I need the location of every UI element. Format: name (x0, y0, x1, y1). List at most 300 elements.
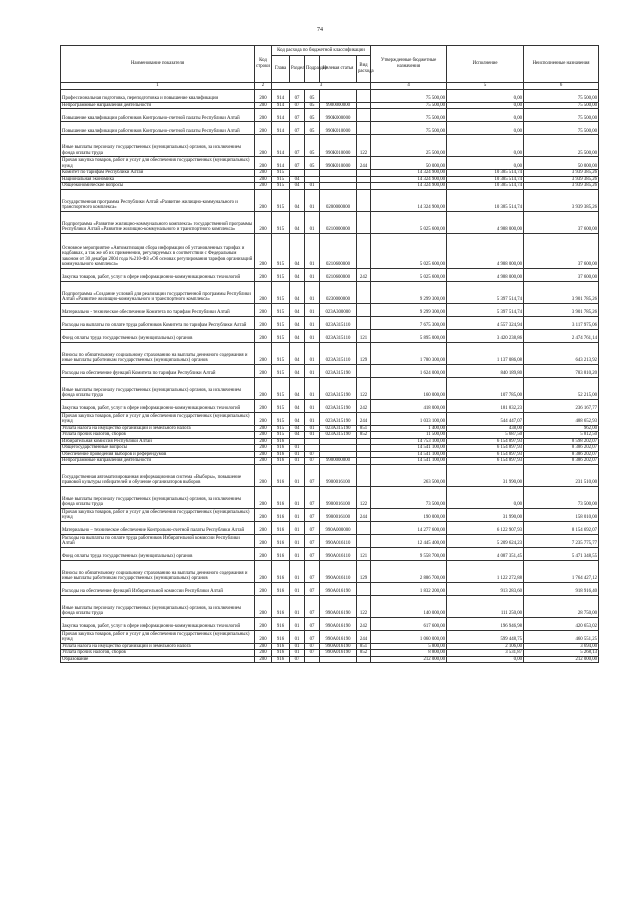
glava: 916 (272, 486, 290, 508)
podrazdel: 01 (305, 399, 320, 412)
target-article: 9900016100 (320, 508, 357, 521)
executed: 438,00 (447, 425, 524, 432)
target-article: 9900016100 (320, 486, 357, 508)
approved: 617 600,00 (371, 617, 447, 630)
approved: 75 500,00 (371, 102, 447, 109)
glava: 916 (272, 656, 290, 663)
podrazdel: 07 (305, 617, 320, 630)
table-row (61, 508, 599, 521)
header-budget-code-group: Код расхода по бюджетной классификации (272, 46, 371, 56)
target-article: 990А016190 (320, 582, 357, 595)
table-row (61, 582, 599, 595)
podrazdel: 01 (305, 432, 320, 439)
target-article: 0200000000 (320, 189, 357, 211)
expense-type (357, 534, 371, 547)
header-glava: Глава (272, 56, 290, 83)
razdel: 01 (290, 643, 305, 650)
razdel: 04 (290, 364, 305, 377)
unexecuted: 420 653,02 (524, 617, 599, 630)
target-article: 990А000000 (320, 521, 357, 534)
table-row (61, 595, 599, 617)
razdel: 01 (290, 445, 305, 452)
executed: 4 087 351,45 (447, 547, 524, 560)
row-name: Закупка товаров, работ, услуг в сфере информационно-коммуникационных технологий (61, 268, 255, 281)
row-name: Непрограммные направления деятельности (61, 102, 255, 109)
unexecuted: 212 000,00 (524, 656, 599, 663)
line-code: 200 (255, 342, 272, 364)
unexecuted: 50 000,00 (524, 157, 599, 170)
row-name: Подпрограмма «Создание условий для реализации государственной программы Республики Алтай «Развитие жилищно-коммунального и транспортного комплекса» (61, 281, 255, 303)
glava: 915 (272, 377, 290, 399)
unexecuted: 8 598 202,07 (524, 438, 599, 445)
unexecuted: 8 386 202,07 (524, 451, 599, 458)
unexecuted: 25 500,00 (524, 135, 599, 157)
approved: 1 060 000,00 (371, 630, 447, 643)
target-article: 023А315190 (320, 425, 357, 432)
unexecuted: 643 213,92 (524, 342, 599, 364)
table-row (61, 412, 599, 425)
podrazdel: 01 (305, 425, 320, 432)
line-code: 200 (255, 650, 272, 657)
target-article (320, 656, 357, 663)
header-vid: Вид расхода (357, 56, 371, 83)
unexecuted: 783 810,20 (524, 364, 599, 377)
table-row (61, 109, 599, 122)
expense-type: 852 (357, 432, 371, 439)
unexecuted: 5 268,13 (524, 650, 599, 657)
approved: 14 541 100,00 (371, 445, 447, 452)
podrazdel: 01 (305, 377, 320, 399)
podrazdel: 01 (305, 268, 320, 281)
line-code: 200 (255, 425, 272, 432)
header-num-6: 6 (524, 83, 599, 90)
target-article: 023А315110 (320, 316, 357, 329)
line-code: 200 (255, 377, 272, 399)
row-name: Материально - техническое обеспечение Комитета по тарифам Республики Алтай (61, 303, 255, 316)
razdel: 04 (290, 189, 305, 211)
line-code: 200 (255, 521, 272, 534)
table-row (61, 560, 599, 582)
razdel: 04 (290, 303, 305, 316)
glava: 916 (272, 617, 290, 630)
glava: 915 (272, 281, 290, 303)
executed: 3 531,87 (447, 650, 524, 657)
glava: 914 (272, 122, 290, 135)
approved: 14 324 900,00 (371, 183, 447, 190)
row-name: Расходы на выплаты по оплате труда работников Избирательной комиссии Республики Алтай (61, 534, 255, 547)
glava: 916 (272, 521, 290, 534)
table-row (61, 316, 599, 329)
glava: 915 (272, 183, 290, 190)
podrazdel: 01 (305, 364, 320, 377)
razdel: 04 (290, 342, 305, 364)
row-name: Комитет по тарифам Республики Алтай (61, 170, 255, 177)
approved: 14 753 100,00 (371, 438, 447, 445)
row-name: Расходы на обеспечение функций Избирательной комиссии Республики Алтай (61, 582, 255, 595)
executed: 0,00 (447, 656, 524, 663)
podrazdel: 01 (305, 281, 320, 303)
line-code: 200 (255, 102, 272, 109)
table-row (61, 399, 599, 412)
podrazdel: 01 (305, 303, 320, 316)
unexecuted: 37 600,00 (524, 233, 599, 268)
approved: 14 324 900,00 (371, 189, 447, 211)
header-num-1: 1 (61, 83, 255, 90)
approved: 263 500,00 (371, 464, 447, 486)
executed: 5 397 514,74 (447, 281, 524, 303)
expense-type: 852 (357, 650, 371, 657)
expense-type (357, 189, 371, 211)
approved: 5 800,00 (371, 643, 447, 650)
razdel: 01 (290, 451, 305, 458)
glava: 915 (272, 170, 290, 177)
razdel: 01 (290, 560, 305, 582)
page-number: 74 (317, 27, 323, 33)
approved: 12 445 400,00 (371, 534, 447, 547)
razdel: 04 (290, 316, 305, 329)
executed: 10 385 514,74 (447, 170, 524, 177)
glava: 916 (272, 582, 290, 595)
executed: 181 832,23 (447, 399, 524, 412)
expense-type (357, 303, 371, 316)
target-article: 990А016190 (320, 643, 357, 650)
table-row (61, 211, 599, 233)
glava: 916 (272, 643, 290, 650)
header-approved: Утвержденные бюджетные назначения (371, 46, 447, 83)
expense-type (357, 89, 371, 102)
row-name: Прочая закупка товаров, работ и услуг для обеспечения государственных (муниципальных) нужд (61, 630, 255, 643)
approved: 11 500,00 (371, 432, 447, 439)
row-name: Государственная программа Республики Алтай «Развитие жилищно-коммунального и транспортного комплекса» (61, 189, 255, 211)
line-code: 200 (255, 122, 272, 135)
executed: 10 385 514,74 (447, 183, 524, 190)
unexecuted: 52 215,00 (524, 377, 599, 399)
row-name: Закупка товаров, работ, услуг в сфере информационно-коммуникационных технологий (61, 617, 255, 630)
approved: 9 299 300,00 (371, 303, 447, 316)
razdel: 07 (290, 122, 305, 135)
line-code: 200 (255, 109, 272, 122)
approved: 75 500,00 (371, 122, 447, 135)
podrazdel: 05 (305, 135, 320, 157)
header-unexecuted: Неисполненные назначения (524, 46, 599, 83)
target-article: 990А016190 (320, 595, 357, 617)
approved: 14 541 100,00 (371, 458, 447, 465)
header-podrazdel: Подраздел (305, 56, 320, 83)
table-row (61, 547, 599, 560)
unexecuted: 8 386 202,07 (524, 445, 599, 452)
expense-type (357, 122, 371, 135)
table-row (61, 135, 599, 157)
podrazdel: 07 (305, 486, 320, 508)
glava: 916 (272, 560, 290, 582)
glava: 915 (272, 316, 290, 329)
executed: 6 154 897,93 (447, 451, 524, 458)
row-name: Общегосударственные вопросы (61, 445, 255, 452)
glava: 914 (272, 109, 290, 122)
expense-type (357, 281, 371, 303)
line-code: 200 (255, 303, 272, 316)
executed: 4 988 000,00 (447, 211, 524, 233)
approved: 140 000,00 (371, 595, 447, 617)
razdel: 01 (290, 486, 305, 508)
line-code: 200 (255, 547, 272, 560)
expense-type (357, 521, 371, 534)
target-article: 9900016100 (320, 464, 357, 486)
glava: 916 (272, 534, 290, 547)
approved: 14 541 100,00 (371, 451, 447, 458)
header-name: Наименование показателя (61, 46, 255, 83)
podrazdel: 07 (305, 508, 320, 521)
line-code: 200 (255, 486, 272, 508)
podrazdel: 05 (305, 109, 320, 122)
podrazdel (305, 656, 320, 663)
table-row (61, 458, 599, 465)
expense-type (357, 656, 371, 663)
row-name: Обеспечение проведения выборов и референдумов (61, 451, 255, 458)
razdel: 04 (290, 183, 305, 190)
executed: 10 385 514,74 (447, 189, 524, 211)
row-name: Прочая закупка товаров, работ и услуг для обеспечения государственных (муниципальных) нужд (61, 508, 255, 521)
executed: 111 250,00 (447, 595, 524, 617)
razdel: 07 (290, 109, 305, 122)
glava: 916 (272, 458, 290, 465)
row-name: Национальная экономика (61, 176, 255, 183)
target-article: 0210000000 (320, 211, 357, 233)
row-name: Иные выплаты персоналу государственных (муниципальных) органов, за исключением фонда оплаты труда (61, 486, 255, 508)
razdel: 04 (290, 432, 305, 439)
expense-type: 122 (357, 595, 371, 617)
executed: 0,00 (447, 102, 524, 109)
glava: 915 (272, 432, 290, 439)
unexecuted: 8 154 692,07 (524, 521, 599, 534)
approved: 1 400,00 (371, 425, 447, 432)
glava: 916 (272, 445, 290, 452)
approved: 5 025 600,00 (371, 268, 447, 281)
unexecuted: 3 901 785,26 (524, 303, 599, 316)
unexecuted: 3 939 385,26 (524, 176, 599, 183)
row-name: Расходы на выплаты по оплате труда работников Комитета по тарифам Республики Алтай (61, 316, 255, 329)
line-code: 200 (255, 364, 272, 377)
line-code: 200 (255, 534, 272, 547)
unexecuted: 460 551,25 (524, 630, 599, 643)
row-name: Образование (61, 656, 255, 663)
executed: 31 990,00 (447, 508, 524, 521)
target-article: 0230000000 (320, 281, 357, 303)
unexecuted: 75 500,00 (524, 122, 599, 135)
podrazdel: 05 (305, 102, 320, 109)
line-code: 200 (255, 438, 272, 445)
podrazdel: 07 (305, 560, 320, 582)
executed: 599 448,75 (447, 630, 524, 643)
row-name: Закупка товаров, работ, услуг в сфере информационно-коммуникационных технологий (61, 399, 255, 412)
razdel: 04 (290, 412, 305, 425)
target-article: 023А315110 (320, 329, 357, 342)
unexecuted: 918 916,40 (524, 582, 599, 595)
row-name: Повышение квалификации работников Контрольно-счетной палаты Республики Алтай (61, 122, 255, 135)
glava: 916 (272, 451, 290, 458)
line-code: 200 (255, 89, 272, 102)
glava: 916 (272, 595, 290, 617)
row-name: Общеэкономические вопросы (61, 183, 255, 190)
podrazdel: 07 (305, 464, 320, 486)
table-row (61, 268, 599, 281)
razdel: 07 (290, 89, 305, 102)
approved: 14 324 900,00 (371, 170, 447, 177)
executed: 1 137 086,08 (447, 342, 524, 364)
target-article: 990К000000 (320, 109, 357, 122)
row-name: Взносы по обязательному социальному страхованию на выплаты денежного содержания и иные выплаты работникам государственных (муниципальных) органов (61, 560, 255, 582)
executed: 3 420 238,86 (447, 329, 524, 342)
podrazdel: 05 (305, 122, 320, 135)
expense-type (357, 316, 371, 329)
glava: 914 (272, 89, 290, 102)
razdel: 07 (290, 656, 305, 663)
target-article: 023А315190 (320, 377, 357, 399)
target-article: 0210600000 (320, 268, 357, 281)
podrazdel: 05 (305, 89, 320, 102)
glava: 915 (272, 233, 290, 268)
target-article: 990А016110 (320, 534, 357, 547)
row-name: Взносы по обязательному социальному страхованию на выплаты денежного содержания и иные выплаты работникам государственных (муниципальных) органов (61, 342, 255, 364)
header-num-5: 5 (447, 83, 524, 90)
unexecuted: 158 010,00 (524, 508, 599, 521)
approved: 7 675 300,00 (371, 316, 447, 329)
target-article: 990К010000 (320, 122, 357, 135)
executed: 0,00 (447, 135, 524, 157)
target-article: 023А315190 (320, 364, 357, 377)
executed: 196 946,98 (447, 617, 524, 630)
row-name: Иные выплаты персоналу государственных (муниципальных) органов, за исключением фонда оплаты труда (61, 595, 255, 617)
line-code: 200 (255, 189, 272, 211)
expense-type (357, 464, 371, 486)
target-article: 023А300000 (320, 303, 357, 316)
row-name: Уплата прочих налогов, сборов (61, 432, 255, 439)
razdel: 04 (290, 268, 305, 281)
table-row (61, 534, 599, 547)
table-row (61, 342, 599, 364)
podrazdel: 07 (305, 650, 320, 657)
expense-type (357, 364, 371, 377)
row-name: Прочая закупка товаров, работ и услуг для обеспечения государственных (муниципальных) нужд (61, 412, 255, 425)
razdel: 01 (290, 547, 305, 560)
target-article: 0210600000 (320, 233, 357, 268)
unexecuted: 3 694,00 (524, 643, 599, 650)
executed: 5 209 624,23 (447, 534, 524, 547)
target-article: 990А016190 (320, 650, 357, 657)
table-row (61, 122, 599, 135)
podrazdel: 07 (305, 595, 320, 617)
razdel: 01 (290, 534, 305, 547)
unexecuted: 3 939 385,26 (524, 189, 599, 211)
podrazdel: 01 (305, 316, 320, 329)
table-row (61, 464, 599, 486)
table-body (61, 89, 599, 663)
approved: 1 780 300,00 (371, 342, 447, 364)
row-name: Непрограммные направления деятельности (61, 458, 255, 465)
unexecuted: 8 386 202,07 (524, 458, 599, 465)
approved: 190 000,00 (371, 508, 447, 521)
unexecuted: 3 939 385,26 (524, 183, 599, 190)
executed: 6 122 907,93 (447, 521, 524, 534)
table-row (61, 521, 599, 534)
table-row (61, 157, 599, 170)
row-name: Основное мероприятие «Автоматизация сбора информации об установленных тарифах и надбавках, а так же об их применении, регулируемых в соответствии с Федеральным законом от 30 декабря 2004 года №210-ФЗ «Об основах регулирования тарифов организаций коммунального комплекса» (61, 233, 255, 268)
approved: 14 277 600,00 (371, 521, 447, 534)
table-row (61, 329, 599, 342)
razdel: 01 (290, 650, 305, 657)
glava: 915 (272, 364, 290, 377)
line-code: 200 (255, 211, 272, 233)
table-row (61, 425, 599, 432)
executed: 0,00 (447, 157, 524, 170)
executed: 107 785,00 (447, 377, 524, 399)
razdel: 04 (290, 176, 305, 183)
razdel: 04 (290, 377, 305, 399)
unexecuted: 5 812,50 (524, 432, 599, 439)
executed: 5 687,50 (447, 432, 524, 439)
approved: 9 558 700,00 (371, 547, 447, 560)
razdel: 04 (290, 281, 305, 303)
line-code: 200 (255, 464, 272, 486)
line-code: 200 (255, 176, 272, 183)
target-article: 990А016110 (320, 560, 357, 582)
unexecuted: 3 901 785,26 (524, 281, 599, 303)
line-code: 200 (255, 170, 272, 177)
table-row (61, 617, 599, 630)
expense-type: 121 (357, 329, 371, 342)
line-code: 200 (255, 582, 272, 595)
line-code: 200 (255, 399, 272, 412)
glava: 915 (272, 268, 290, 281)
executed: 4 557 324,94 (447, 316, 524, 329)
podrazdel: 01 (305, 211, 320, 233)
razdel: 04 (290, 425, 305, 432)
executed: 0,00 (447, 89, 524, 102)
target-article (320, 89, 357, 102)
row-name: Профессиональная подготовка, переподготовка и повышение квалификации (61, 89, 255, 102)
expense-type: 242 (357, 617, 371, 630)
unexecuted: 236 167,77 (524, 399, 599, 412)
unexecuted: 75 500,00 (524, 109, 599, 122)
expense-type: 242 (357, 399, 371, 412)
executed: 1 122 272,88 (447, 560, 524, 582)
line-code: 200 (255, 183, 272, 190)
podrazdel: 01 (305, 412, 320, 425)
target-article: 023А315190 (320, 412, 357, 425)
table-row (61, 233, 599, 268)
approved: 1 624 000,00 (371, 364, 447, 377)
unexecuted: 75 500,00 (524, 102, 599, 109)
table-row (61, 364, 599, 377)
glava: 915 (272, 189, 290, 211)
approved: 5 895 000,00 (371, 329, 447, 342)
line-code: 200 (255, 656, 272, 663)
target-article: 023А315190 (320, 399, 357, 412)
row-name: Государственная автоматизированная информационная система «Выборы», повышение правовой культуры избирателей и обучение организаторов выборов (61, 464, 255, 486)
razdel: 07 (290, 102, 305, 109)
expense-type (357, 233, 371, 268)
approved: 50 000,00 (371, 157, 447, 170)
unexecuted: 37 600,00 (524, 268, 599, 281)
row-name: Фонд оплаты труда государственных (муниципальных) органов (61, 329, 255, 342)
target-article: 990А016110 (320, 547, 357, 560)
approved: 418 000,00 (371, 399, 447, 412)
podrazdel: 01 (305, 183, 320, 190)
unexecuted: 1 764 427,12 (524, 560, 599, 582)
approved: 1 832 200,00 (371, 582, 447, 595)
line-code: 200 (255, 316, 272, 329)
expense-type: 851 (357, 643, 371, 650)
